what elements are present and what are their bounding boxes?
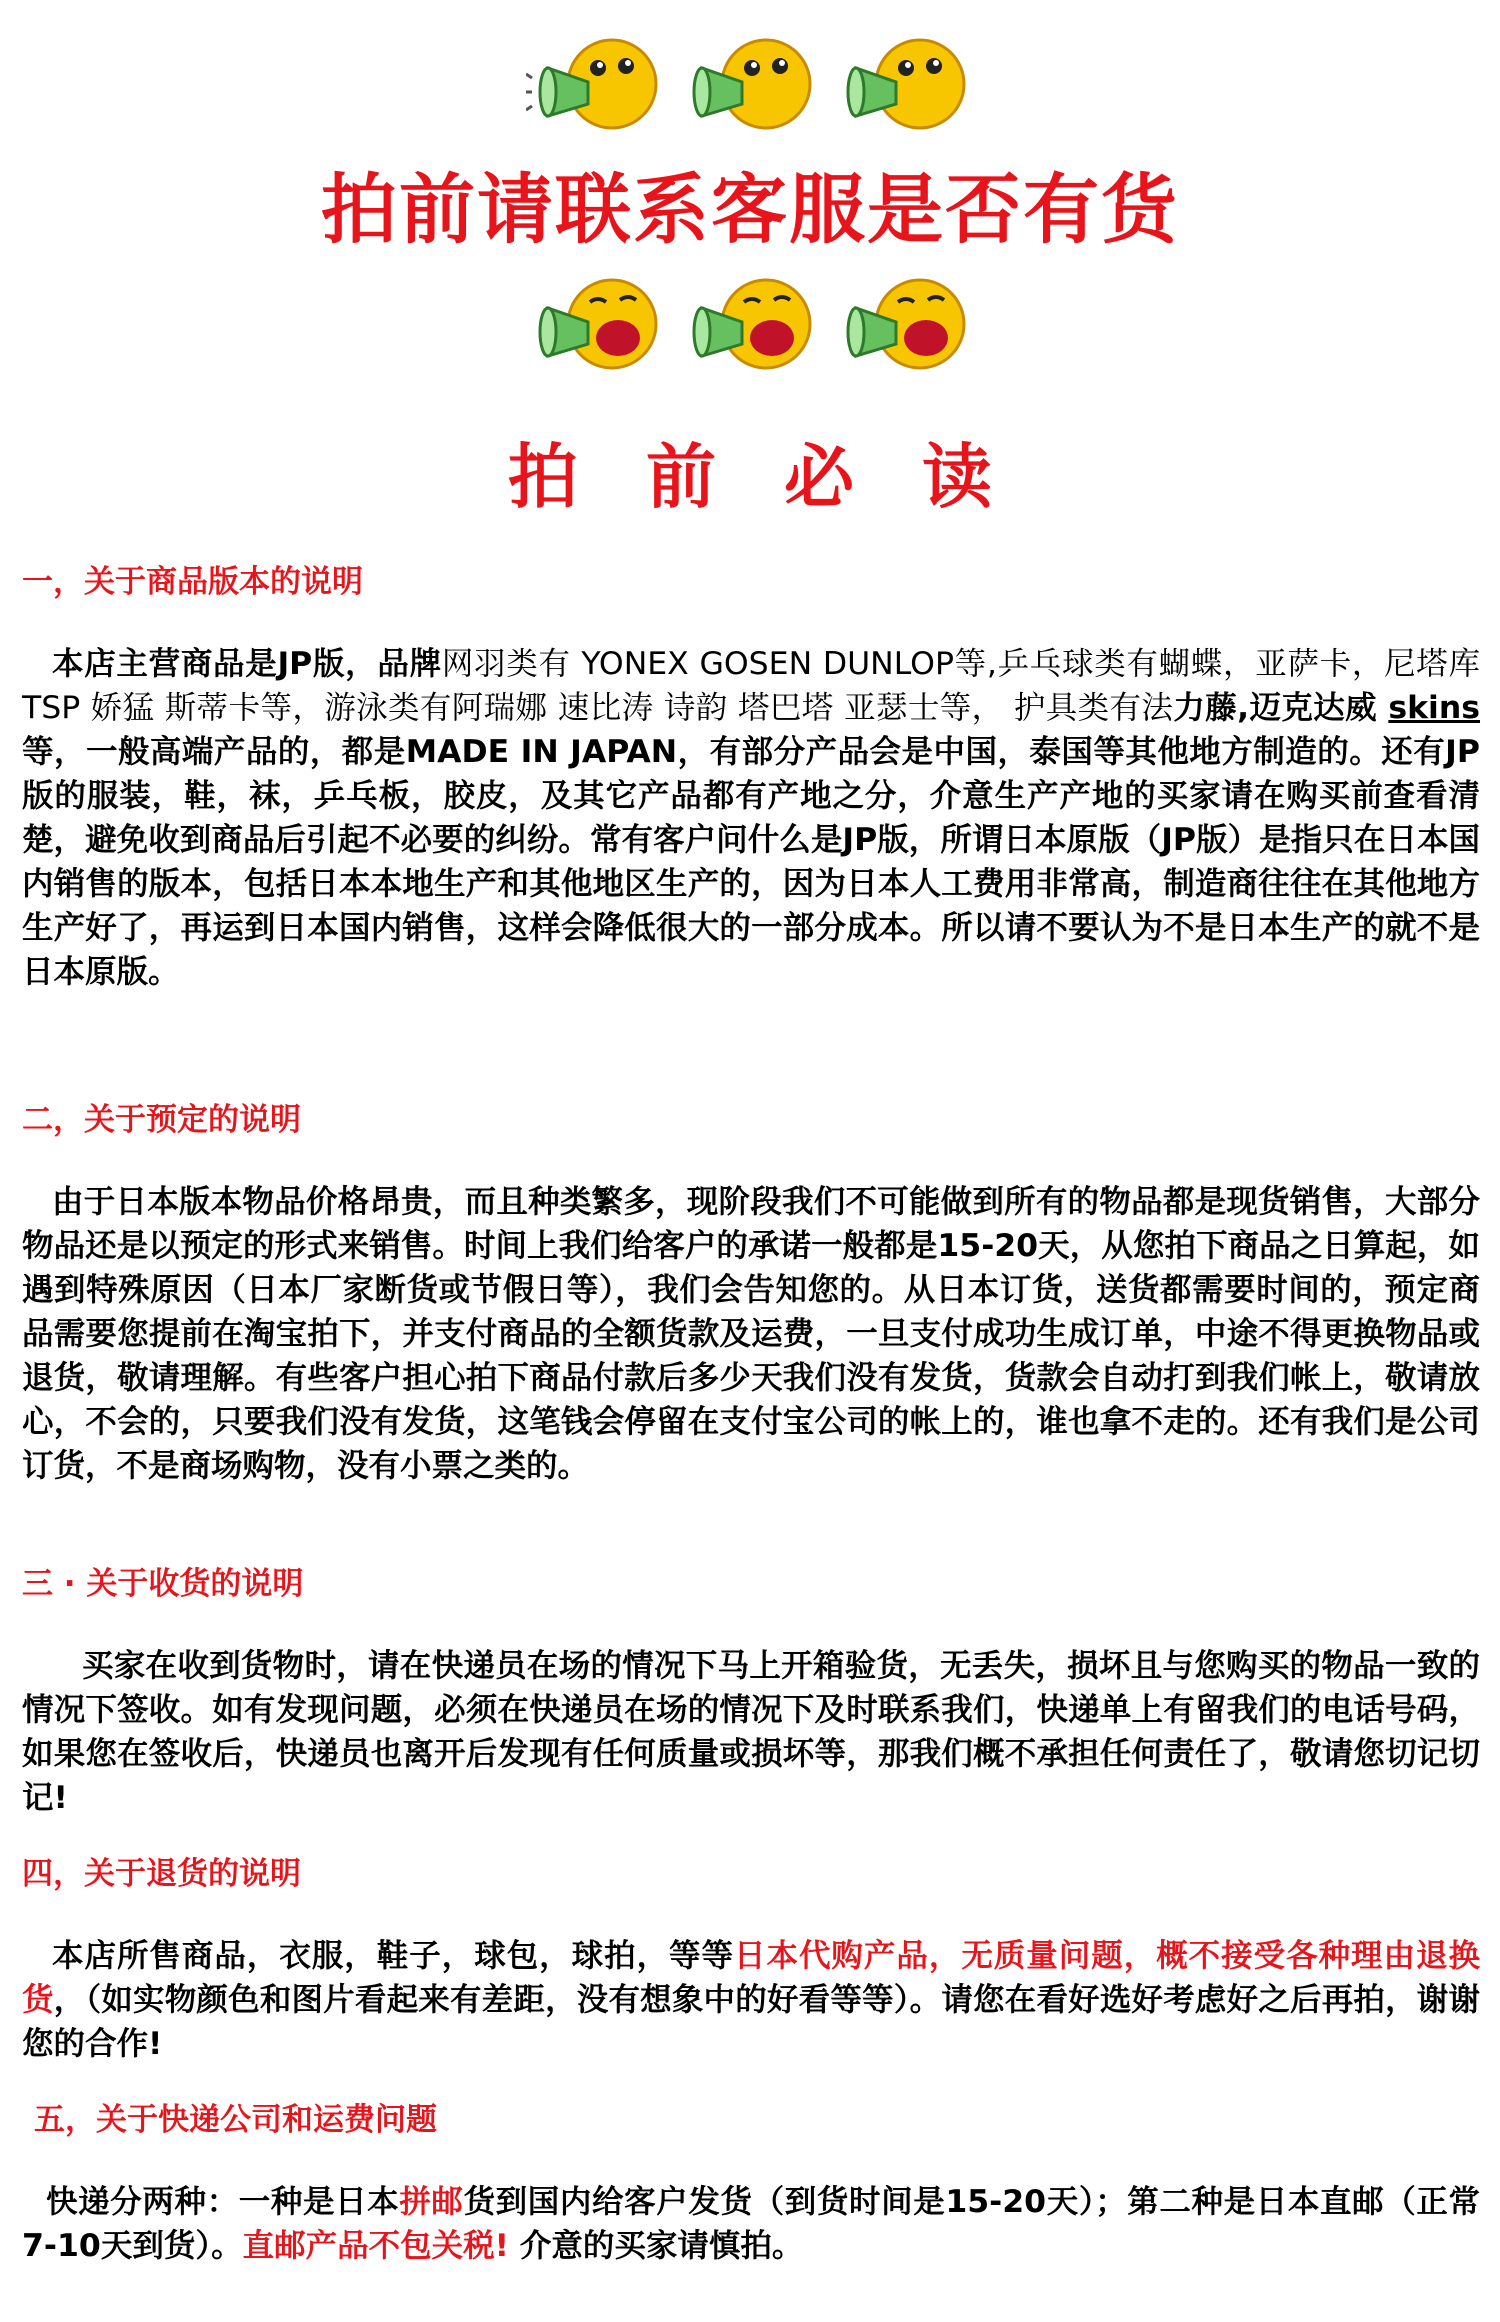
must-read-char: 前 [646,436,716,518]
section-1-brands: 网羽类有 YONEX GOSEN DUNLOP等,乒乓球类有蝴蝶，亚萨卡，尼塔库 TSP 娇猛 斯蒂卡等，游泳类有阿瑞娜 速比涛 诗韵 塔巴塔 亚瑟士等， 护具类有法 [22,646,1481,726]
pinyou-highlight: 拼邮 [399,2184,464,2220]
section-4-rest: ，（如实物颜色和图片看起来有差距，没有想象中的好看等等）。请您在看好选好考虑好之后再拍，谢谢您的合作! [22,1982,1480,2062]
section-1-heading: 一，关于商品版本的说明 [22,564,363,600]
section-4-heading: 四，关于退货的说明 [22,1856,301,1892]
section-2-text: 由于日本版本物品价格昂贵，而且种类繁多，现阶段我们不可能做到所有的物品都是现货销售，大部分物品还是以预定的形式来销售。时间上我们给客户的承诺一般都是15-20天，从您拍下商品之日算起，如遇到特殊原因（日本厂家断货或节假日等），我们会告知您的。从日本订货，送货都需要时间的，预定商品需要您提前在淘宝拍下，并支付商品的全额货款及运费，一旦支付成功生成订单，中途不得更换物品或退货，敬请理解。有些客户担心拍下商品付款后多少天我们没有发货，货款会自动打到我们帐上，敬请放心，不会的，只要我们没有发货，这笔钱会停留在支付宝公司的帐上的，谁也拿不走的。还有我们是公司订货，不是商场购物，没有小票之类的。 [22,1184,1480,1484]
must-read-char: 读 [922,436,992,518]
megaphone-smiley-icon [526,28,666,140]
section-5-heading: 五，关于快递公司和运费问题 [34,2102,437,2138]
section-5-rest: 介意的买家请慎拍。 [508,2228,804,2264]
section-1-brands-2: 力藤,迈克达威 [1173,690,1389,726]
section-5-lead: 快递分两种：一种是日本 [46,2184,400,2220]
no-tax-notice: 直邮产品不包关税! [242,2228,509,2264]
section-4-text [22,1934,1480,2066]
page-title: 拍前请联系客服是否有货 [321,165,1179,254]
no-return-notice: 日本代购产品，无质量问题，概不接受各种理由退换货 [22,1938,1480,2018]
shouting-megaphone-smiley-icon [526,268,666,380]
skins-link: skins [1388,690,1481,726]
must-read-char: 拍 [508,436,578,518]
section-1-rest: 等，一般高端产品的，都是MADE IN JAPAN，有部分产品会是中国，泰国等其他地方制造的。还有JP版的服装，鞋，袜，乒乓板，胶皮，及其它产品都有产地之分，介意生产产地的买家请在购买前查看清楚，避免收到商品后引起不必要的纠纷。常有客户问什么是JP版，所谓日本原版（JP版）是指只在日本国内销售的版本，包括日本本地生产和其他地区生产的，因为日本人工费用非常高，制造商往往在其他地方生产好了，再运到日本国内销售，这样会降低很大的一部分成本。所以请不要认为不是日本生产的就不是日本原版。 [22,734,1480,990]
emoji-row-bottom [0,268,1500,380]
section-4-lead: 本店所售商品，衣服，鞋子，球包，球拍，等等 [52,1938,734,1974]
shouting-megaphone-smiley-icon [834,268,974,380]
section-5-mid: 货到国内给客户发货（到货时间是15-20天）；第二种是日本直邮（正常7-10天到货）。 [22,2184,1480,2264]
section-1-lead: 本店主营商品是JP版，品牌 [52,646,442,682]
megaphone-smiley-icon [680,28,820,140]
must-read-char: 必 [784,436,854,518]
shouting-megaphone-smiley-icon [680,268,820,380]
section-2-heading: 二，关于预定的说明 [22,1102,301,1138]
section-3-text: 买家在收到货物时，请在快递员在场的情况下马上开箱验货，无丢失，损坏且与您购买的物品一致的情况下签收。如有发现问题，必须在快递员在场的情况下及时联系我们，快递单上有留我们的电话号码，如果您在签收后，快递员也离开后发现有任何质量或损坏等，那我们概不承担任何责任了，敬请您切记切记! [22,1648,1480,1816]
section-1-text [22,642,1480,994]
megaphone-smiley-icon [834,28,974,140]
section-5-text [22,2180,1480,2268]
emoji-row-top [0,28,1500,140]
section-3-heading: 三 · 关于收货的说明 [22,1566,304,1602]
must-read-title [0,432,1500,522]
